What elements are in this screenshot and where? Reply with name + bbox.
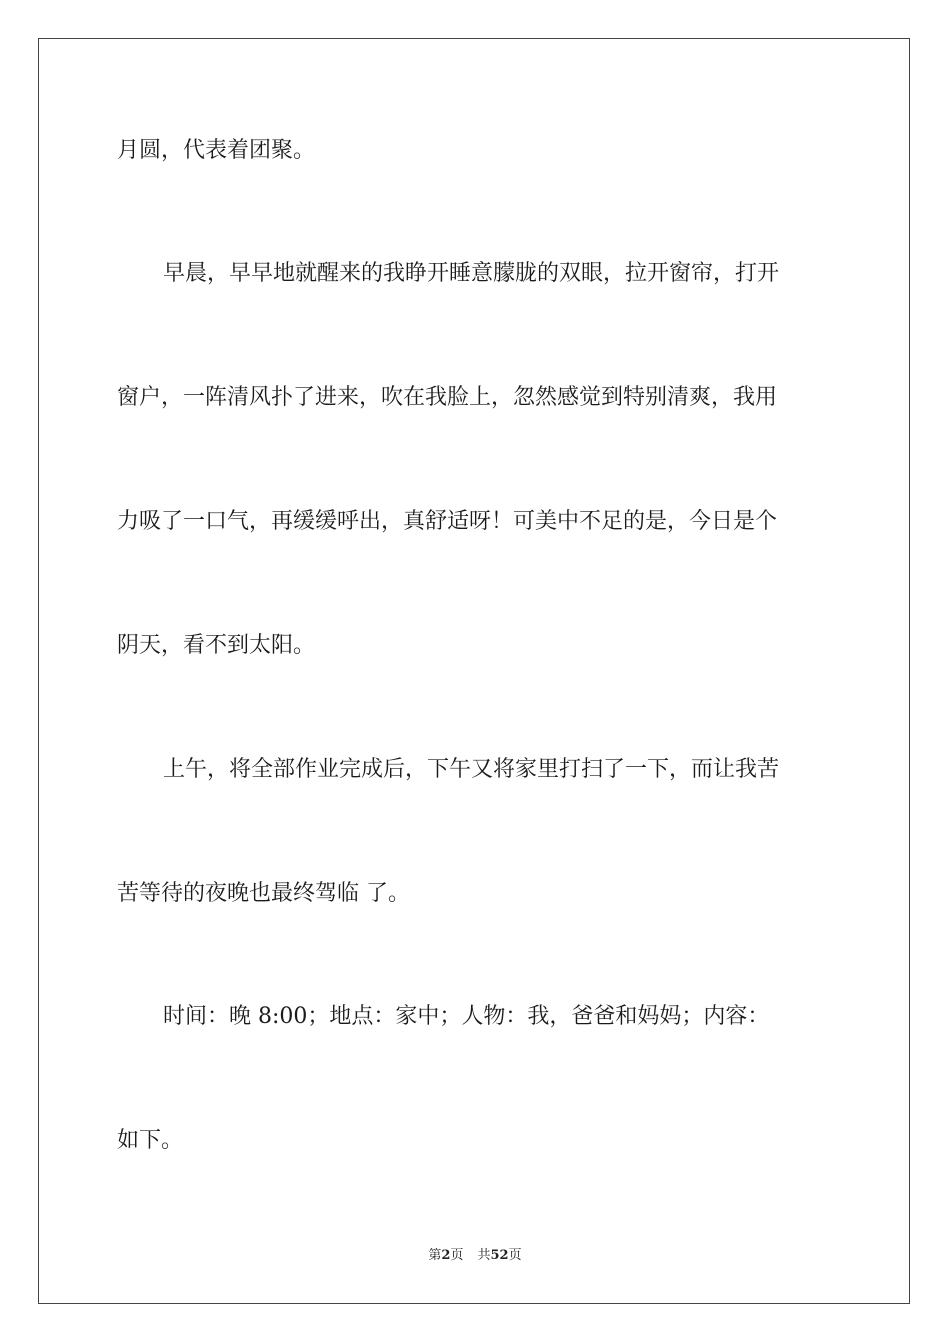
text-line: 上午，将全部作业完成后，下午又将家里打扫了一下，而让我苦 (163, 757, 780, 782)
total-pages: 52 (490, 1248, 509, 1263)
text-line: 窗户，一阵清风扑了进来，吹在我脸上，忽然感觉到特别清爽，我用 (117, 385, 778, 410)
text-line: 力吸了一口气，再缓缓呼出，真舒适呀！可美中不足的是，今日是个 (117, 509, 778, 534)
text-line: 如下。 (117, 1128, 184, 1153)
total-prefix: 共 (477, 1248, 491, 1263)
text-line: 早晨，早早地就醒来的我睁开睡意朦胧的双眼，拉开窗帘，打开 (163, 261, 780, 286)
text-line: 时间：晚 8:00；地点：家中；人物：我，爸爸和妈妈；内容： (163, 1004, 770, 1029)
text-line: 阴天，看不到太阳。 (117, 633, 316, 658)
page-border (38, 38, 910, 1304)
total-suffix: 页 (508, 1248, 522, 1263)
page-suffix: 页 (450, 1248, 464, 1263)
page-number: 2 (441, 1248, 451, 1263)
page-footer (0, 1247, 950, 1265)
page-prefix: 第 (428, 1248, 442, 1263)
text-line: 苦等待的夜晚也最终驾临 了。 (117, 881, 410, 906)
text-line: 月圆，代表着团聚。 (117, 138, 316, 163)
